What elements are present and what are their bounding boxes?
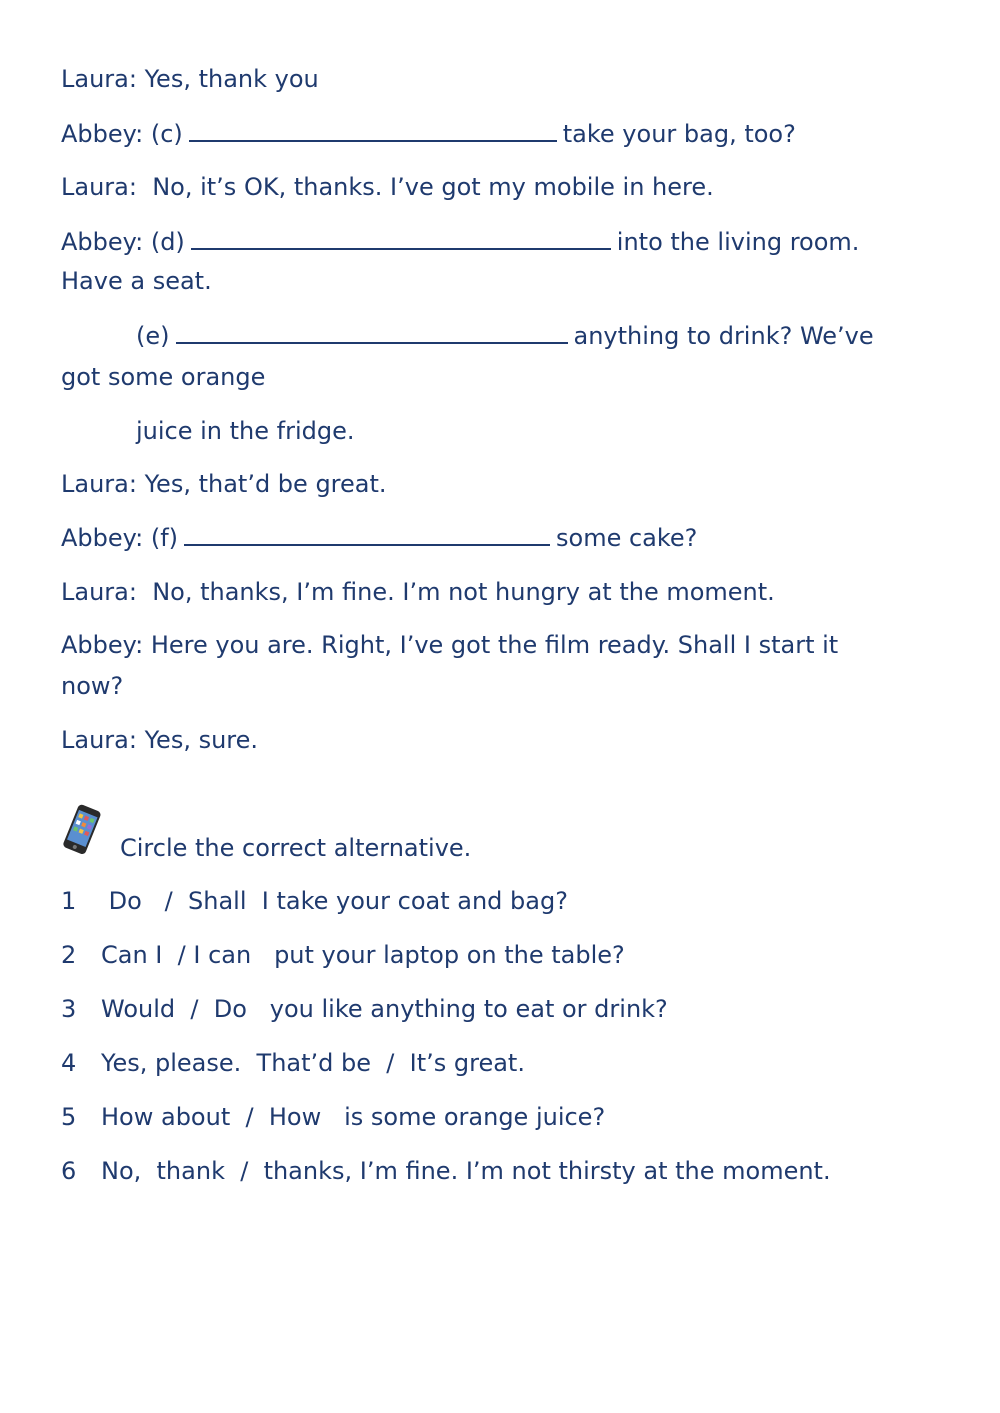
- dialogue-line: now?: [61, 672, 124, 700]
- dialogue-text: some cake?: [556, 524, 698, 552]
- exercise-item: [61, 886, 568, 916]
- blank-c[interactable]: [189, 118, 557, 142]
- item-number: 2: [61, 941, 77, 969]
- dialogue-line: [61, 522, 697, 553]
- dialogue-line: Laura: No, thanks, I’m fine. I’m not hungry at the moment.: [61, 578, 775, 606]
- dialogue-text: into the living room.: [616, 228, 860, 256]
- dialogue-line: got some orange: [61, 363, 266, 391]
- dialogue-text: take your bag, too?: [562, 120, 796, 148]
- blank-d[interactable]: [191, 226, 611, 250]
- item-text[interactable]: No, thank / thanks, I’m fine. I’m not thirsty at the moment.: [101, 1157, 831, 1185]
- item-number: 4: [61, 1049, 77, 1077]
- exercise-instruction: Circle the correct alternative.: [120, 834, 472, 862]
- item-number: 1: [61, 887, 77, 915]
- speaker-text: Abbey: (d): [61, 228, 185, 256]
- dialogue-line: Laura: Yes, that’d be great.: [61, 470, 387, 498]
- dialogue-line: [61, 226, 859, 257]
- exercise-item: [61, 1156, 831, 1186]
- mobile-phone-icon: [56, 804, 106, 854]
- blank-f[interactable]: [184, 522, 550, 546]
- exercise-item: [61, 994, 668, 1024]
- dialogue-line: [136, 320, 874, 351]
- exercise-item: [61, 940, 625, 970]
- speaker-text: Abbey: (c): [61, 120, 183, 148]
- item-number: 3: [61, 995, 77, 1023]
- item-text[interactable]: Can I / I can put your laptop on the table?: [101, 941, 625, 969]
- exercise-item: [61, 1048, 525, 1078]
- item-number: 6: [61, 1157, 77, 1185]
- speaker-text: Abbey: (f): [61, 524, 178, 552]
- dialogue-line: Have a seat.: [61, 267, 212, 295]
- dialogue-line: juice in the fridge.: [136, 417, 355, 445]
- dialogue-line: Abbey: Here you are. Right, I’ve got the film ready. Shall I start it: [61, 631, 839, 659]
- item-number: 5: [61, 1103, 77, 1131]
- dialogue-line: [61, 118, 796, 149]
- dialogue-line: Laura: No, it’s OK, thanks. I’ve got my mobile in here.: [61, 173, 714, 201]
- speaker-text: (e): [136, 322, 170, 350]
- dialogue-line: Laura: Yes, thank you: [61, 65, 319, 93]
- item-text[interactable]: Yes, please. That’d be / It’s great.: [101, 1049, 525, 1077]
- dialogue-line: Laura: Yes, sure.: [61, 726, 259, 754]
- exercise-item: [61, 1102, 605, 1132]
- item-text[interactable]: Would / Do you like anything to eat or drink?: [101, 995, 668, 1023]
- item-text[interactable]: How about / How is some orange juice?: [101, 1103, 606, 1131]
- item-text[interactable]: Do / Shall I take your coat and bag?: [101, 887, 568, 915]
- blank-e[interactable]: [176, 320, 568, 344]
- dialogue-text: anything to drink? We’ve: [573, 322, 874, 350]
